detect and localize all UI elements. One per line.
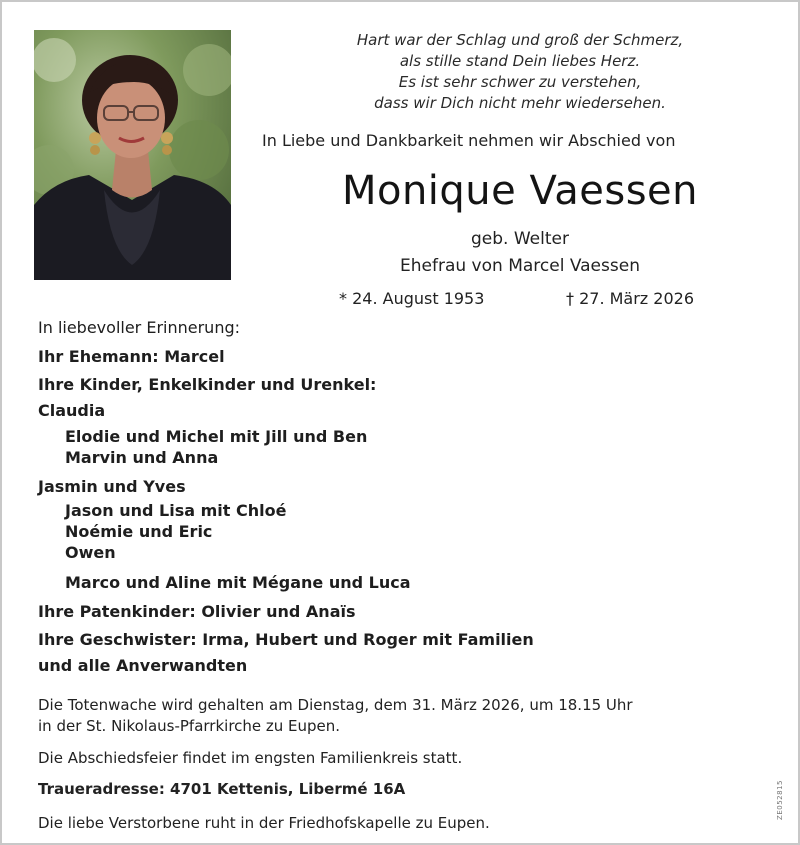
siblings-line: Ihre Geschwister: Irma, Hubert und Roger mit Familien — [38, 630, 534, 649]
children-heading: Ihre Kinder, Enkelkinder und Urenkel: — [38, 375, 377, 394]
vigil-line: in der St. Nikolaus-Pfarrkirche zu Eupen. — [38, 717, 341, 735]
grandchildren-line: Jason und Lisa mit Chloé — [65, 501, 287, 520]
child-name: Marco und Aline mit Mégane und Luca — [65, 573, 411, 592]
husband-line: Ihr Ehemann: Marcel — [38, 347, 225, 366]
relatives-line: und alle Anverwandten — [38, 656, 248, 675]
deceased-name: Monique Vaessen — [341, 168, 699, 214]
vigil-line: Die Totenwache wird gehalten am Dienstag, dem 31. März 2026, um 18.15 Uhr — [38, 696, 633, 714]
rest-line: Die liebe Verstorbene ruht in der Friedhofskapelle zu Eupen. — [38, 814, 490, 832]
poem-line: dass wir Dich nicht mehr wiedersehen. — [374, 94, 666, 112]
grandchildren-line: Marvin und Anna — [65, 448, 219, 467]
address-line: Traueradresse: 4701 Kettenis, Libermé 16A — [38, 780, 406, 798]
maiden-name: geb. Welter — [471, 229, 569, 249]
poem — [300, 30, 740, 114]
grandchildren-line: Noémie und Eric — [65, 522, 213, 541]
poem-line: als stille stand Dein liebes Herz. — [399, 52, 641, 70]
spouse-line: Ehefrau von Marcel Vaessen — [400, 256, 640, 276]
poem-line: Hart war der Schlag und groß der Schmerz, — [356, 31, 684, 49]
death-date: † 27. März 2026 — [566, 289, 695, 308]
child-name: Claudia — [38, 401, 106, 420]
portrait-photo — [34, 30, 231, 280]
child-name: Jasmin und Yves — [38, 477, 186, 496]
farewell-intro: In Liebe und Dankbarkeit nehmen wir Abschied von — [262, 131, 676, 150]
poem-line: Es ist sehr schwer zu verstehen, — [398, 73, 642, 91]
godchildren-line: Ihre Patenkinder: Olivier und Anaïs — [38, 602, 356, 621]
birth-date: * 24. August 1953 — [339, 289, 485, 308]
memory-heading: In liebevoller Erinnerung: — [38, 318, 240, 337]
grandchildren-line: Owen — [65, 543, 116, 562]
farewell-line: Die Abschiedsfeier findet im engsten Familienkreis statt. — [38, 749, 463, 767]
grandchildren-line: Elodie und Michel mit Jill und Ben — [65, 427, 368, 446]
reference-code: ZE052815 — [776, 780, 784, 820]
